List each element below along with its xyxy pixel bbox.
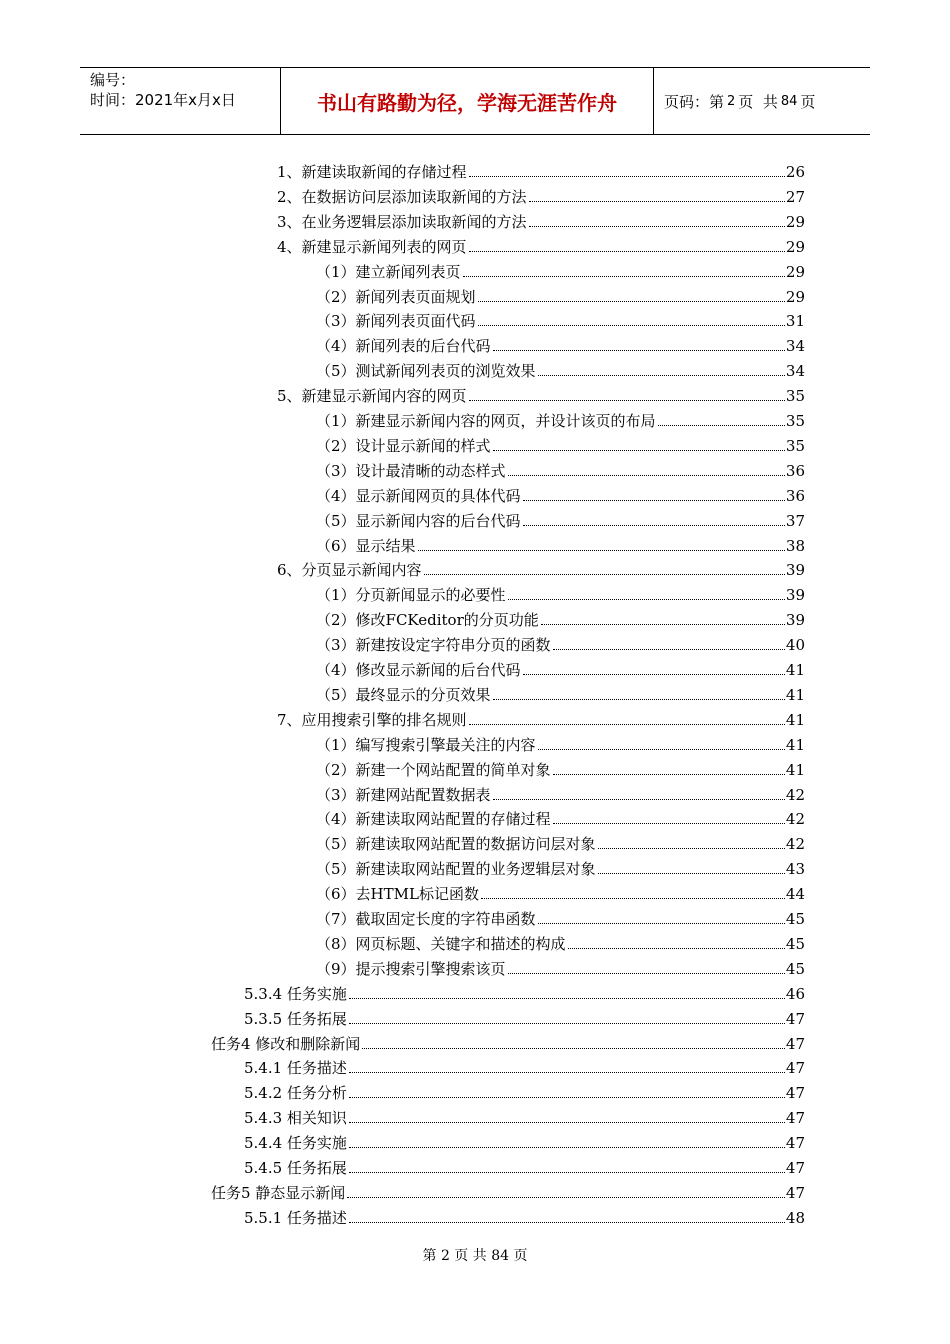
toc-entry[interactable] xyxy=(244,1129,805,1153)
toc-entry-page: 46 xyxy=(785,984,805,1003)
toc-entry-page: 42 xyxy=(785,835,805,854)
toc-entry-title: （5）显示新闻内容的后台代码 xyxy=(316,511,521,530)
toc-entry-title: （5）最终显示的分页效果 xyxy=(316,685,491,704)
toc-entry-page: 42 xyxy=(785,785,805,804)
toc-entry-title: （4）修改显示新闻的后台代码 xyxy=(316,661,521,679)
toc-entry-page: 47 xyxy=(785,1159,805,1177)
toc-entry[interactable] xyxy=(277,382,805,406)
toc-entry[interactable] xyxy=(316,258,805,282)
toc-entry-page: 35 xyxy=(785,412,805,430)
toc-leader-dots xyxy=(349,1121,785,1123)
toc-entry-title: （1）编写搜索引擎最关注的内容 xyxy=(316,735,536,754)
toc-entry[interactable] xyxy=(211,1179,805,1203)
toc-entry-title: 5.4.4 任务实施 xyxy=(244,1134,347,1153)
toc-entry[interactable] xyxy=(316,880,805,904)
toc-entry[interactable] xyxy=(316,432,805,456)
toc-leader-dots xyxy=(553,773,785,775)
toc-entry-title: 5.4.5 任务拓展 xyxy=(244,1159,347,1177)
toc-entry-page: 34 xyxy=(785,362,805,381)
toc-leader-dots xyxy=(349,1022,785,1024)
toc-leader-dots xyxy=(463,275,785,277)
toc-entry-title: （1）建立新闻列表页 xyxy=(316,262,461,281)
toc-entry-page: 47 xyxy=(785,1109,805,1128)
toc-entry[interactable] xyxy=(316,930,805,954)
toc-entry-title: （4）新建读取网站配置的存储过程 xyxy=(316,810,551,829)
toc-entry[interactable] xyxy=(277,233,805,257)
toc-entry-page: 36 xyxy=(785,486,805,505)
toc-entry-title: （9）提示搜索引擎搜索该页 xyxy=(316,959,506,978)
toc-entry[interactable] xyxy=(244,1005,805,1029)
toc-entry[interactable] xyxy=(211,1030,805,1054)
toc-leader-dots xyxy=(508,474,785,476)
toc-entry[interactable] xyxy=(316,905,805,929)
toc-entry[interactable] xyxy=(277,556,805,580)
toc-entry-page: 45 xyxy=(785,934,805,953)
toc-leader-dots xyxy=(469,399,785,401)
toc-leader-dots xyxy=(598,847,785,849)
toc-entry-title: 1、新建读取新闻的存储过程 xyxy=(277,163,467,181)
toc-leader-dots xyxy=(538,922,785,924)
toc-entry-page: 41 xyxy=(785,710,805,729)
page-header xyxy=(80,67,870,135)
toc-entry-page: 35 xyxy=(785,387,805,406)
toc-entry[interactable] xyxy=(316,507,805,531)
toc-entry-page: 37 xyxy=(785,511,805,530)
toc-entry[interactable] xyxy=(316,955,805,979)
toc-leader-dots xyxy=(362,1047,785,1049)
toc-leader-dots xyxy=(469,723,785,725)
toc-entry-page: 27 xyxy=(785,187,805,206)
toc-entry-page: 47 xyxy=(785,1183,805,1202)
toc-entry-title: （5）新建读取网站配置的业务逻辑层对象 xyxy=(316,860,596,879)
toc-leader-dots xyxy=(347,1196,785,1198)
toc-entry[interactable] xyxy=(316,805,805,829)
toc-entry-page: 39 xyxy=(785,611,805,630)
toc-entry-title: （2）设计显示新闻的样式 xyxy=(316,436,491,455)
toc-entry[interactable] xyxy=(277,706,805,730)
toc-entry[interactable] xyxy=(316,855,805,879)
toc-entry[interactable] xyxy=(244,980,805,1004)
toc-leader-dots xyxy=(349,1146,785,1148)
toc-leader-dots xyxy=(349,997,785,999)
toc-entry-title: 5.4.3 相关知识 xyxy=(244,1109,347,1128)
toc-entry-page: 35 xyxy=(785,436,805,455)
toc-entry-title: （5）新建读取网站配置的数据访问层对象 xyxy=(316,835,596,854)
toc-leader-dots xyxy=(469,175,785,177)
toc-entry-title: （8）网页标题、关键字和描述的构成 xyxy=(316,934,566,953)
doc-code-label: 编号： xyxy=(90,71,136,89)
toc-entry-title: 7、应用搜索引擎的排名规则 xyxy=(277,710,467,729)
toc-entry[interactable] xyxy=(316,532,805,556)
toc-entry-title: （3）新建按设定字符串分页的函数 xyxy=(316,636,551,655)
toc-entry[interactable] xyxy=(316,631,805,655)
toc-leader-dots xyxy=(469,250,785,252)
toc-entry-page: 29 xyxy=(785,262,805,281)
toc-entry-page: 41 xyxy=(785,661,805,679)
toc-entry[interactable] xyxy=(316,407,805,431)
toc-leader-dots xyxy=(493,798,785,800)
toc-entry[interactable] xyxy=(316,482,805,506)
toc-entry-title: （1）新建显示新闻内容的网页，并设计该页的布局 xyxy=(316,412,656,430)
toc-entry-title: （7）截取固定长度的字符串函数 xyxy=(316,910,536,928)
toc-entry[interactable] xyxy=(316,581,805,605)
toc-entry-title: （4）新闻列表的后台代码 xyxy=(316,337,491,356)
toc-entry[interactable] xyxy=(316,756,805,780)
toc-entry-title: 任务4 修改和删除新闻 xyxy=(211,1034,361,1053)
toc-entry-title: 5、新建显示新闻内容的网页 xyxy=(277,387,467,406)
toc-leader-dots xyxy=(529,200,785,202)
toc-entry[interactable] xyxy=(244,1154,805,1178)
toc-leader-dots xyxy=(424,573,785,575)
toc-leader-dots xyxy=(493,698,785,700)
toc-entry-title: （3）新建网站配置数据表 xyxy=(316,785,491,804)
toc-entry-page: 47 xyxy=(785,1059,805,1078)
toc-entry[interactable] xyxy=(244,1104,805,1128)
toc-entry[interactable] xyxy=(316,830,805,854)
toc-entry-page: 41 xyxy=(785,735,805,754)
toc-entry-title: （2）修改FCKeditor的分页功能 xyxy=(316,611,539,630)
toc-entry-title: （5）测试新闻列表页的浏览效果 xyxy=(316,362,536,381)
toc-entry[interactable] xyxy=(316,357,805,381)
toc-entry-title: 3、在业务逻辑层添加读取新闻的方法 xyxy=(277,212,527,231)
toc-leader-dots xyxy=(538,374,785,376)
toc-entry-page: 44 xyxy=(785,885,805,904)
toc-entry[interactable] xyxy=(316,332,805,356)
toc-entry-page: 47 xyxy=(785,1009,805,1028)
toc-entry-page: 47 xyxy=(785,1034,805,1053)
toc-leader-dots xyxy=(418,549,785,551)
toc-entry[interactable] xyxy=(244,1054,805,1078)
toc-entry-title: 5.4.2 任务分析 xyxy=(244,1084,347,1103)
toc-leader-dots xyxy=(349,1221,785,1223)
toc-entry-page: 42 xyxy=(785,810,805,829)
toc-leader-dots xyxy=(478,300,785,302)
page-total: 84 xyxy=(780,93,798,109)
toc-entry[interactable] xyxy=(316,307,805,331)
toc-entry-title: （3）设计最清晰的动态样式 xyxy=(316,461,506,480)
header-page-info xyxy=(654,68,870,134)
toc-leader-dots xyxy=(598,872,785,874)
toc-entry-page: 29 xyxy=(785,212,805,231)
page-mid: 页 共 xyxy=(738,92,778,111)
doc-date: 时间：2021年x月x日 xyxy=(90,91,236,109)
toc-entry-title: （2）新建一个网站配置的简单对象 xyxy=(316,760,551,779)
toc-entry-title: 5.4.1 任务描述 xyxy=(244,1059,347,1078)
toc-entry-page: 48 xyxy=(785,1208,805,1227)
toc-entry-page: 47 xyxy=(785,1084,805,1103)
toc-leader-dots xyxy=(349,1171,785,1173)
toc-leader-dots xyxy=(538,748,785,750)
toc-entry-title: 任务5 静态显示新闻 xyxy=(211,1183,346,1202)
toc-entry-title: 5.5.1 任务描述 xyxy=(244,1208,347,1227)
page-suffix: 页 xyxy=(800,92,816,111)
toc-leader-dots xyxy=(553,648,785,650)
page-number: 2 xyxy=(727,93,736,109)
toc-entry-page: 41 xyxy=(785,760,805,779)
toc-leader-dots xyxy=(493,349,785,351)
toc-entry[interactable] xyxy=(244,1204,805,1228)
page-prefix: 页码：第 xyxy=(664,92,725,111)
toc-leader-dots xyxy=(523,673,785,675)
toc-entry[interactable] xyxy=(316,781,805,805)
toc-entry-title: （6）去HTML标记函数 xyxy=(316,885,479,904)
toc-leader-dots xyxy=(478,324,785,326)
toc-leader-dots xyxy=(553,822,785,824)
toc-entry-page: 39 xyxy=(785,586,805,605)
toc-entry[interactable] xyxy=(277,208,805,232)
toc-entry-page: 45 xyxy=(785,910,805,928)
toc-entry-page: 29 xyxy=(785,287,805,306)
toc-entry[interactable] xyxy=(316,681,805,705)
toc-entry-page: 26 xyxy=(785,163,805,181)
toc-leader-dots xyxy=(349,1096,785,1098)
toc-leader-dots xyxy=(523,524,785,526)
toc-leader-dots xyxy=(508,972,785,974)
toc-entry-title: 6、分页显示新闻内容 xyxy=(277,561,422,580)
toc-entry-title: （1）分页新闻显示的必要性 xyxy=(316,586,506,605)
toc-entry-title: 4、新建显示新闻列表的网页 xyxy=(277,237,467,256)
toc-leader-dots xyxy=(349,1071,785,1073)
toc-entry-title: 2、在数据访问层添加读取新闻的方法 xyxy=(277,187,527,206)
toc-entry[interactable] xyxy=(277,158,805,182)
toc-entry-title: （4）显示新闻网页的具体代码 xyxy=(316,486,521,505)
toc-entry[interactable] xyxy=(277,183,805,207)
toc-leader-dots xyxy=(508,598,785,600)
toc-entry-title: （6）显示结果 xyxy=(316,536,416,555)
toc-entry-page: 31 xyxy=(785,312,805,331)
toc-entry-page: 47 xyxy=(785,1134,805,1153)
toc-leader-dots xyxy=(568,947,785,949)
toc-entry-title: 5.3.4 任务实施 xyxy=(244,984,347,1003)
page-footer: 第 2 页 共 84 页 xyxy=(422,1248,528,1264)
toc-entry[interactable] xyxy=(316,606,805,630)
toc-entry-page: 29 xyxy=(785,237,805,256)
toc-leader-dots xyxy=(481,897,785,899)
header-meta xyxy=(80,68,281,134)
toc-entry[interactable] xyxy=(244,1079,805,1103)
toc-entry-page: 41 xyxy=(785,685,805,704)
toc-entry-title: （2）新闻列表页面规划 xyxy=(316,287,476,306)
toc-leader-dots xyxy=(493,449,785,451)
toc-entry-page: 39 xyxy=(785,561,805,580)
toc-entry-title: 5.3.5 任务拓展 xyxy=(244,1009,347,1028)
toc-entry[interactable] xyxy=(316,731,805,755)
toc-leader-dots xyxy=(529,225,785,227)
toc-leader-dots xyxy=(523,499,785,501)
toc-entry[interactable] xyxy=(316,283,805,307)
toc-entry-page: 38 xyxy=(785,536,805,555)
toc-entry-page: 43 xyxy=(785,860,805,879)
toc-entry-page: 40 xyxy=(785,636,805,655)
toc-entry[interactable] xyxy=(316,457,805,481)
toc-entry-title: （3）新闻列表页面代码 xyxy=(316,312,476,331)
toc-leader-dots xyxy=(541,623,785,625)
toc-leader-dots xyxy=(658,424,785,426)
toc-entry[interactable] xyxy=(316,656,805,680)
toc-entry-page: 34 xyxy=(785,337,805,356)
toc-entry-page: 45 xyxy=(785,959,805,978)
header-motto: 书山有路勤为径，学海无涯苦作舟 xyxy=(281,68,654,134)
toc-entry-page: 36 xyxy=(785,461,805,480)
